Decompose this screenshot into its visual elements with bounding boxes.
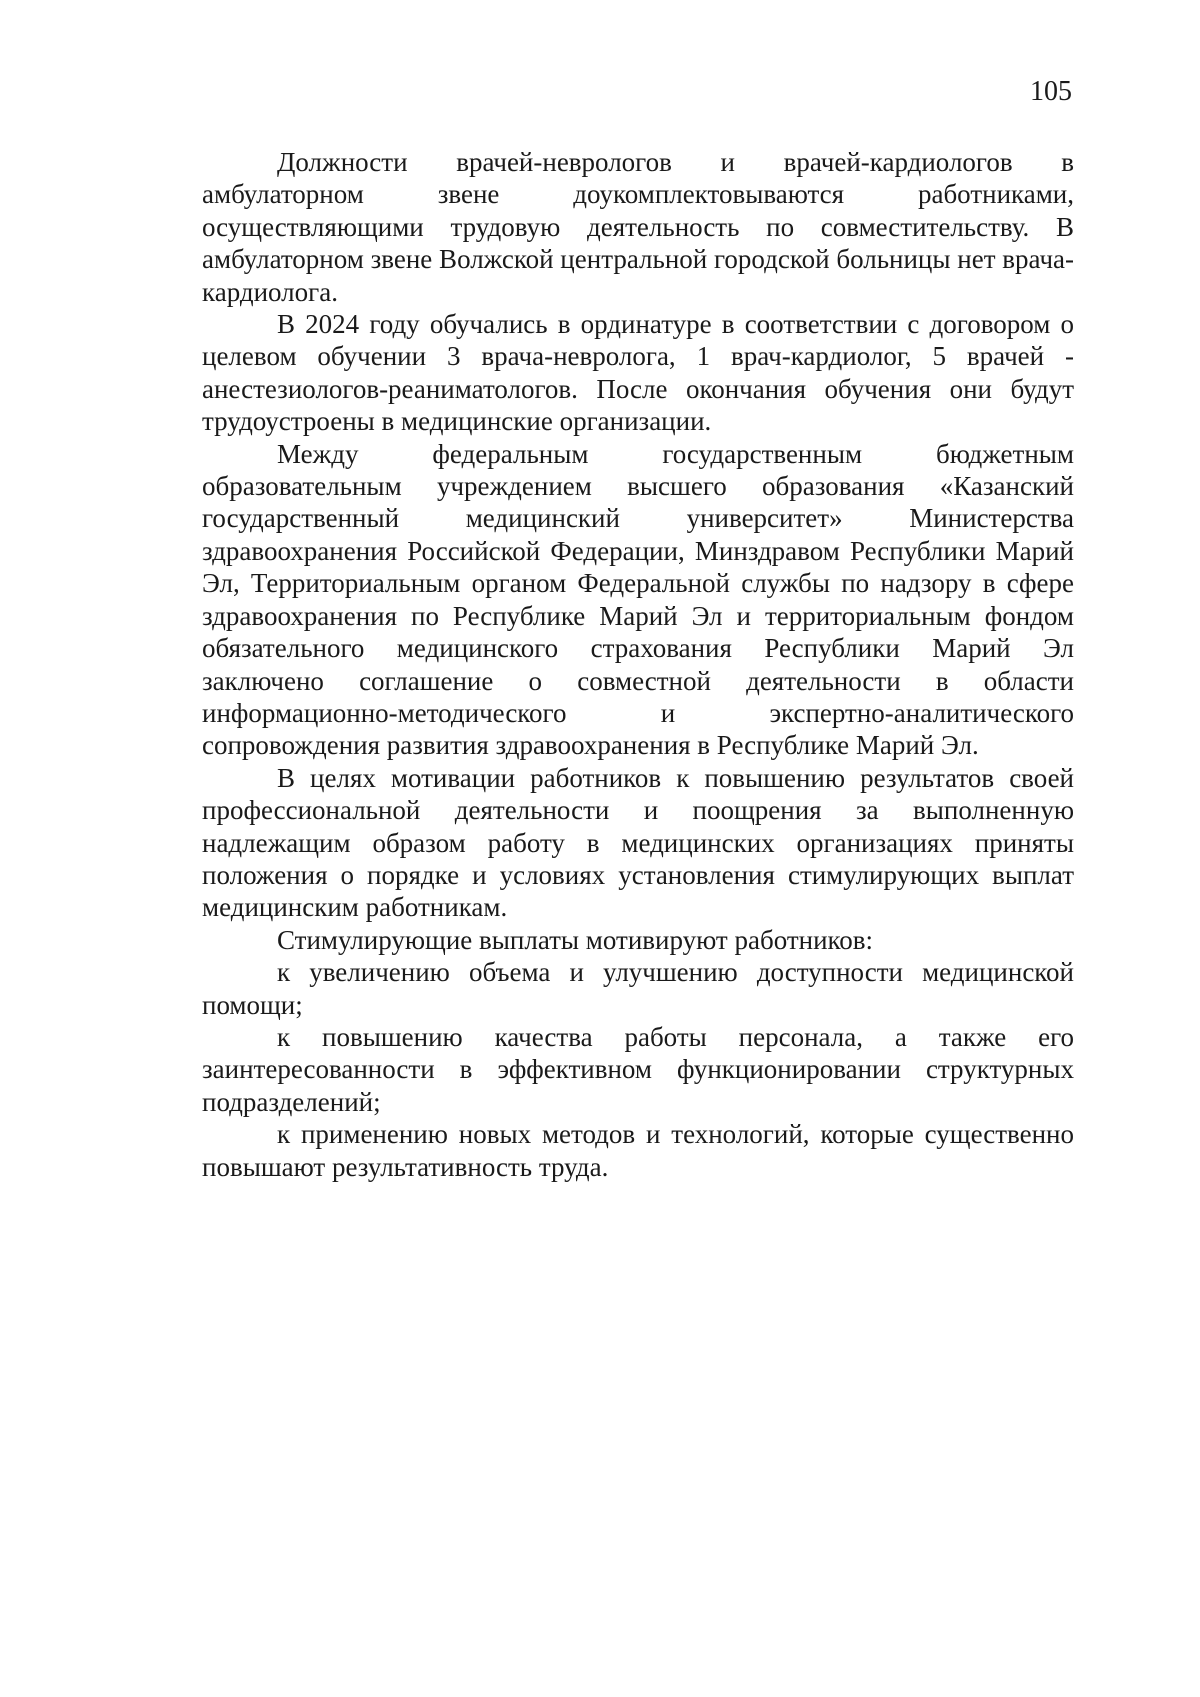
paragraph-incentives-intro: Стимулирующие выплаты мотивируют работников: bbox=[277, 924, 874, 955]
list-item-volume: к увеличению объема и улучшению доступности медицинской помощи; bbox=[202, 957, 1074, 1020]
list-item-technologies: к применению новых методов и технологий, которые существенно повышают результативность труда. bbox=[202, 1119, 1074, 1182]
list-item-quality: к повышению качества работы персонала, а также его заинтересованности в эффективном функционировании структурных подразделений; bbox=[202, 1021, 1074, 1117]
paragraph-staffing: Должности врачей-неврологов и врачей-кардиологов в амбулаторном звене доукомплектовываются работниками, осуществляющими трудовую деятельность по совместительству. В амбулаторном звене Волжской центральной городской больницы нет врача-кардиолога. bbox=[202, 147, 1074, 307]
page-number: 105 bbox=[1030, 76, 1072, 107]
document-body bbox=[202, 146, 1074, 1183]
paragraph-agreement: Между федеральным государственным бюджетным образовательным учреждением высшего образования «Казанский государственный медицинский университет» Министерства здравоохранения Российской Федерации, Минздравом Республики Марий Эл, Территориальным органом Федеральной службы по надзору в сфере здравоохранения по Республике Марий Эл и территориальным фондом обязательного медицинского страхования Республики Марий Эл заключено соглашение о совместной деятельности в области информационно-методического и экспертно-аналитического сопровождения развития здравоохранения в Республике Марий Эл. bbox=[202, 438, 1074, 761]
paragraph-residency: В 2024 году обучались в ординатуре в соответствии с договором о целевом обучении 3 врача-невролога, 1 врач-кардиолог, 5 врачей - анестезиологов-реаниматологов. После окончания обучения они будут трудоустроены в медицинские организации. bbox=[202, 309, 1074, 437]
paragraph-motivation: В целях мотивации работников к повышению результатов своей профессиональной деятельности и поощрения за выполненную надлежащим образом работу в медицинских организациях приняты положения о порядке и условиях установления стимулирующих выплат медицинским работникам. bbox=[202, 762, 1074, 923]
